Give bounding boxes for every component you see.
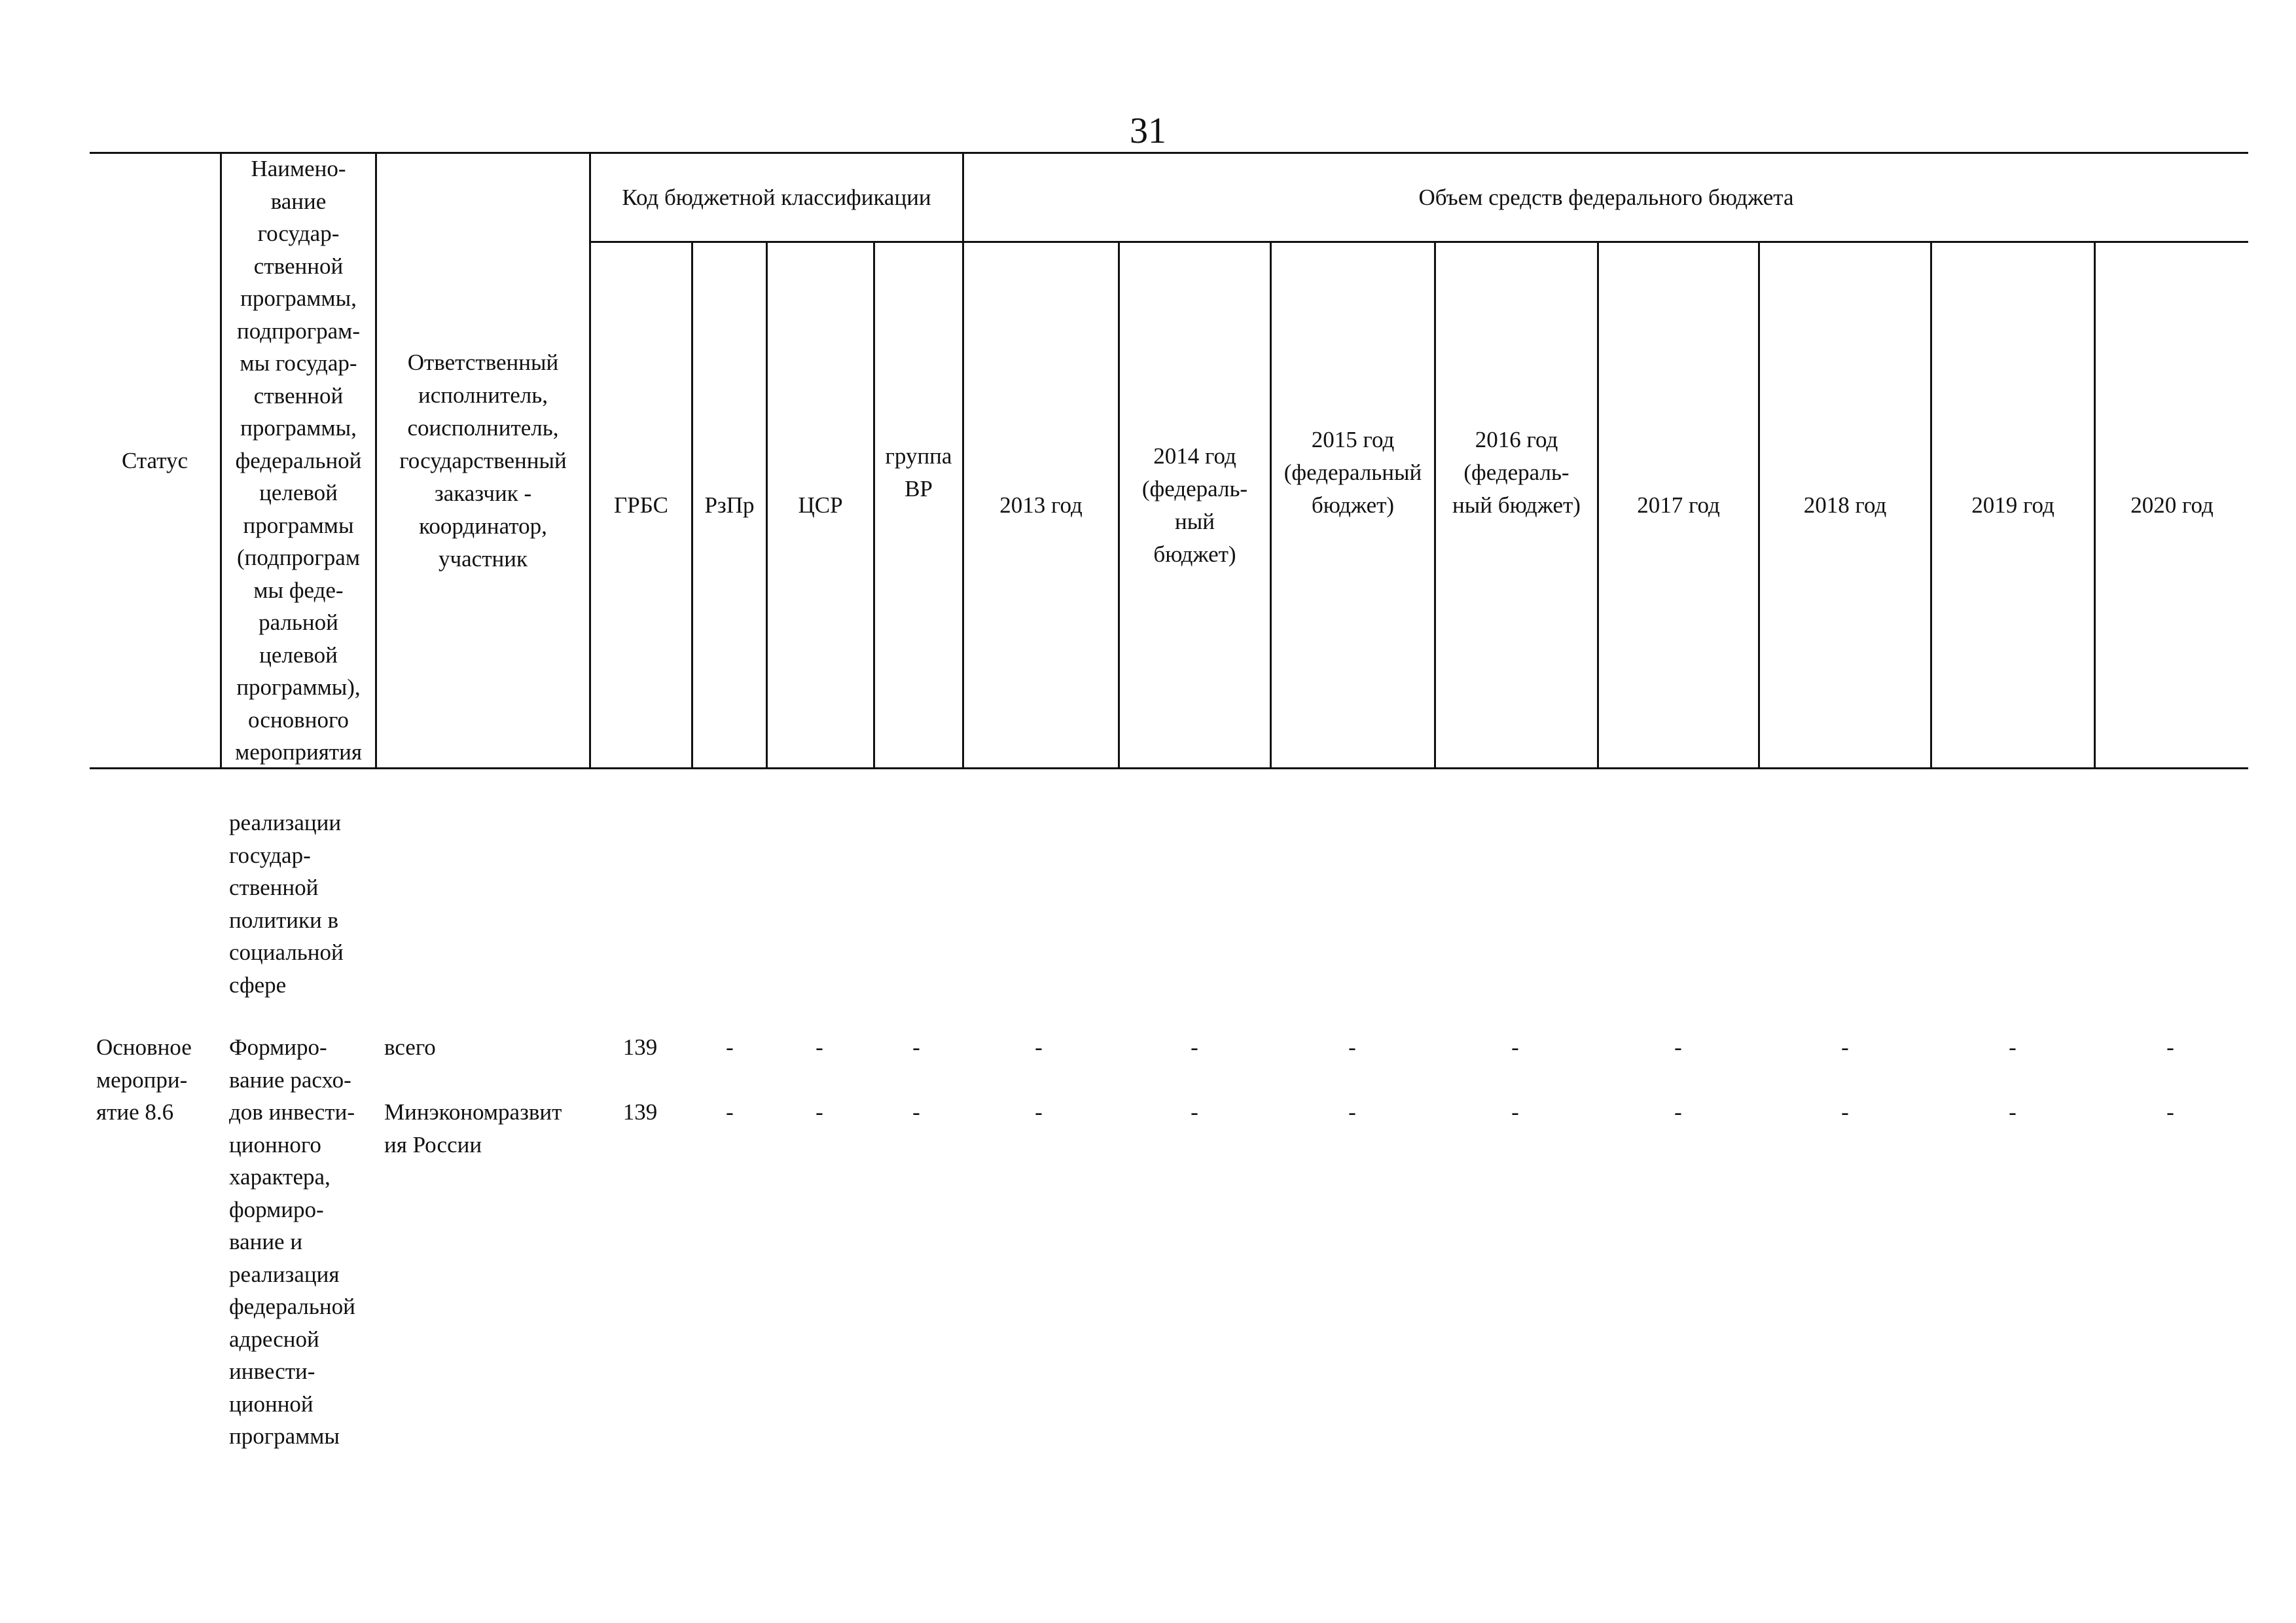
header-2016 xyxy=(1436,210,1597,735)
header-2014 xyxy=(1120,243,1270,767)
header-budget-code-label: Код бюджетной классификации xyxy=(622,184,931,210)
measure-name: Формиро- вание расхо- дов инвести- ционного характера, формиро- вание и реализация федеральной адресной инвести- ционной программы xyxy=(229,1034,355,1449)
header-vr-label: группа ВР xyxy=(885,443,952,501)
header-name xyxy=(222,154,375,767)
row-grbs: 139 xyxy=(622,1034,658,1060)
page-number: 31 xyxy=(1130,111,1166,151)
header-2017 xyxy=(1599,243,1758,767)
value-cell: - xyxy=(1035,1099,1043,1125)
value-cell: - xyxy=(2166,1099,2174,1125)
value-cell: - xyxy=(912,1099,920,1125)
header-bottom-border xyxy=(90,767,2248,769)
header-rzpr-label: РзПр xyxy=(704,492,755,518)
value-cell: - xyxy=(2009,1099,2017,1125)
continuation-text: реализации государ- ственной политики в социальной сфере xyxy=(229,810,344,998)
header-grbs xyxy=(591,243,691,767)
row-responsible: всего xyxy=(384,1034,436,1060)
value-cell: - xyxy=(2009,1034,2017,1060)
value-cell: - xyxy=(1674,1099,1682,1125)
value-cell: - xyxy=(1348,1034,1356,1060)
header-vr xyxy=(875,210,962,735)
header-2017-label: 2017 год xyxy=(1637,492,1720,518)
header-responsible-label: Ответственный исполнитель, соисполнитель, государственный заказчик - координатор, участник xyxy=(399,349,567,572)
value-cell: - xyxy=(1841,1099,1849,1125)
value-cell: - xyxy=(1348,1099,1356,1125)
header-2018-label: 2018 год xyxy=(1803,492,1887,518)
value-cell: - xyxy=(816,1034,823,1060)
value-cell: - xyxy=(2166,1034,2174,1060)
measure-status: Основное меропри- ятие 8.6 xyxy=(96,1034,192,1125)
value-cell: - xyxy=(912,1034,920,1060)
header-status xyxy=(90,154,220,767)
value-cell: - xyxy=(1035,1034,1043,1060)
header-federal-budget-group xyxy=(964,154,2248,241)
header-grbs-label: ГРБС xyxy=(614,492,668,518)
header-2019-label: 2019 год xyxy=(1971,492,2054,518)
header-2018 xyxy=(1760,243,1930,767)
value-cell: - xyxy=(726,1034,734,1060)
header-status-label: Статус xyxy=(121,447,188,473)
row-responsible: Минэкономразвит ия России xyxy=(384,1099,562,1158)
header-federal-budget-label: Объем средств федерального бюджета xyxy=(1418,184,1794,210)
value-cell: - xyxy=(816,1099,823,1125)
value-cell: - xyxy=(1841,1034,1849,1060)
header-2020 xyxy=(2096,243,2248,767)
header-2014-label: 2014 год (федераль- ный бюджет) xyxy=(1141,443,1248,567)
value-cell: - xyxy=(1511,1034,1519,1060)
header-2016-label: 2016 год (федераль- ный бюджет) xyxy=(1452,426,1581,518)
value-cell: - xyxy=(1191,1034,1198,1060)
value-cell: - xyxy=(726,1099,734,1125)
header-csr-label: ЦСР xyxy=(798,492,843,518)
header-name-label: Наимено- вание государ- ственной программы, подпрограм- мы государ- ственной программы, федеральной целевой программы (подпрограм мы феде- ральной целевой программы), основного мероприятия xyxy=(235,156,362,765)
header-2020-label: 2020 год xyxy=(2130,492,2214,518)
header-responsible xyxy=(377,154,589,767)
value-cell: - xyxy=(1674,1034,1682,1060)
header-2019 xyxy=(1932,243,2094,767)
header-2013-label: 2013 год xyxy=(999,492,1083,518)
header-2015 xyxy=(1272,210,1434,735)
header-csr xyxy=(768,243,873,767)
value-cell: - xyxy=(1191,1099,1198,1125)
header-rzpr xyxy=(693,243,766,767)
row-grbs: 139 xyxy=(622,1099,658,1125)
value-cell: - xyxy=(1511,1099,1519,1125)
header-2015-label: 2015 год (федеральный бюджет) xyxy=(1283,426,1422,518)
header-2013 xyxy=(964,243,1118,767)
